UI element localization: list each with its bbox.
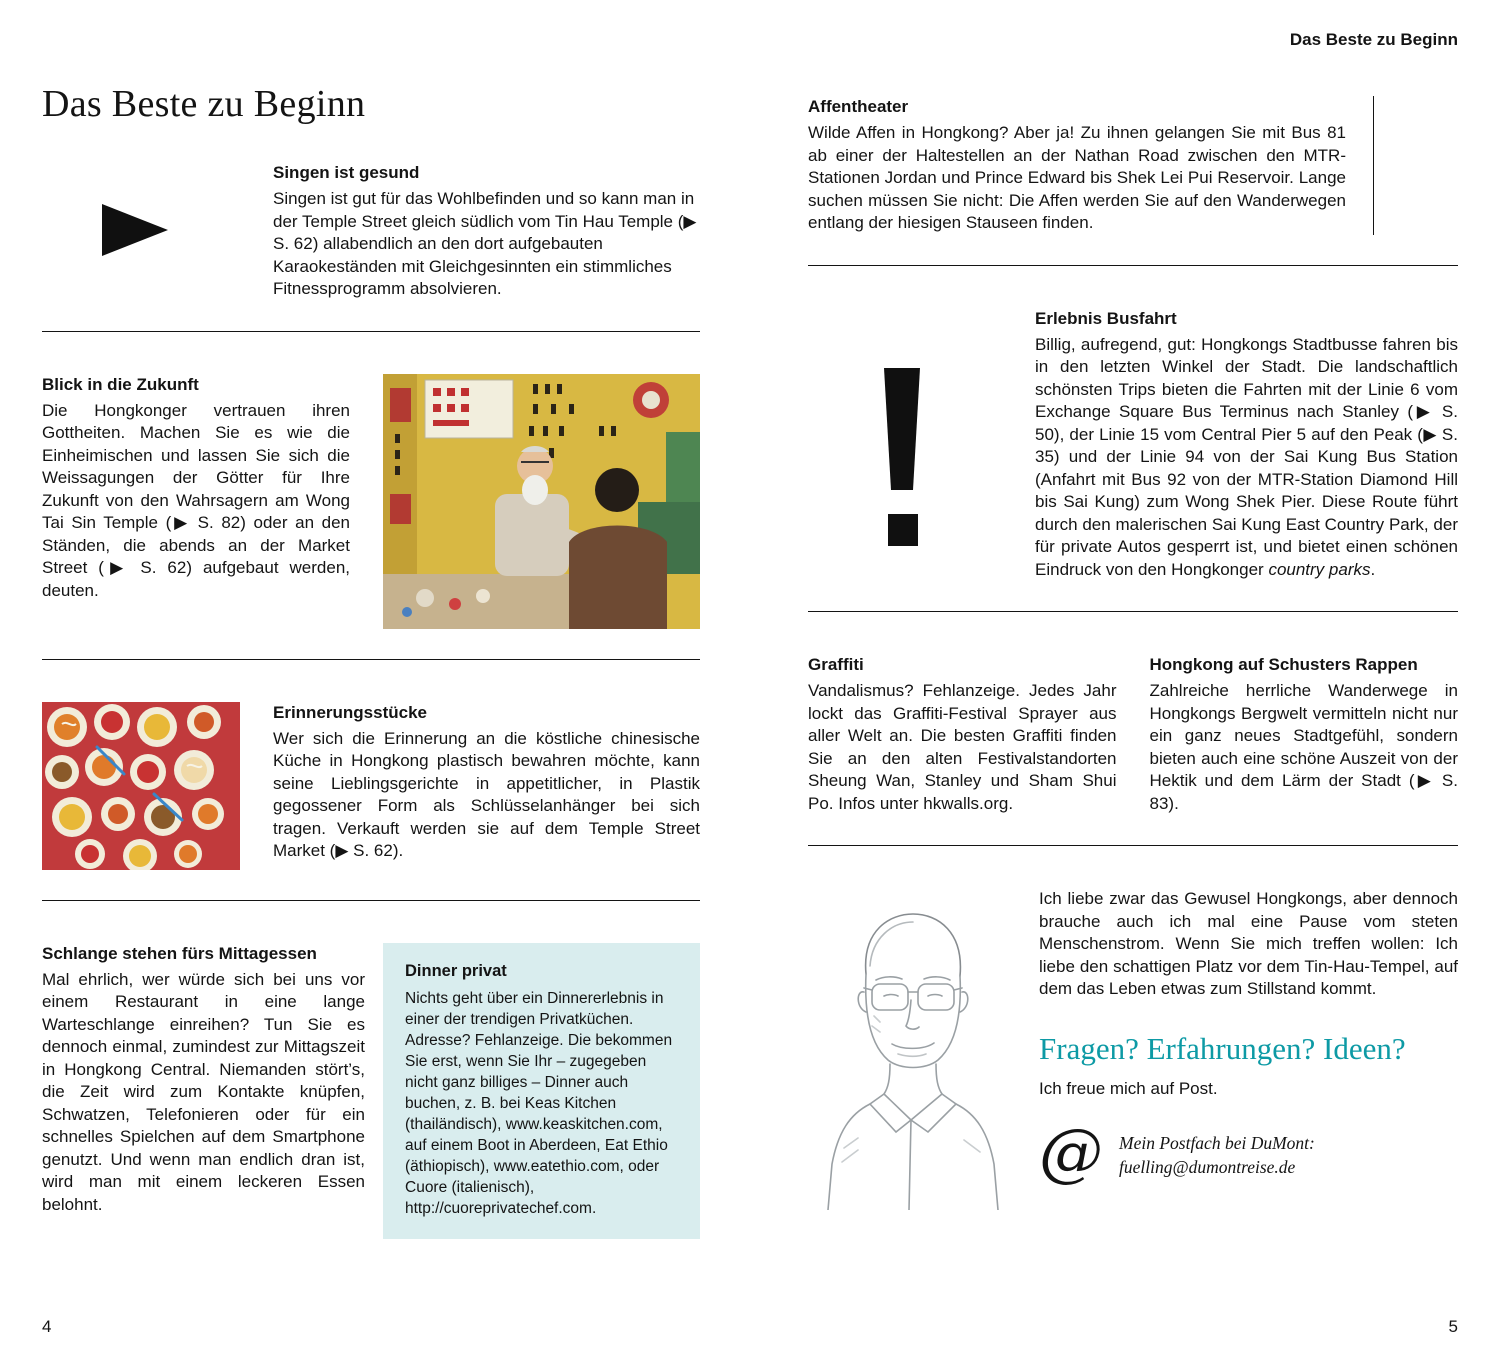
section-affentheater	[808, 96, 1374, 235]
section-body-affentheater: Wilde Affen in Hongkong? Aber ja! Zu ihnen gelangen Sie mit Bus 81 ab einer der Haltestellen an der Nathan Road zwischen den MTR-Stationen Jordan und Prince Edward bis Shek Lei Pui Reservoir. Lange suchen müssen Sie nicht: Die Affen werden Sie auf den Wanderwegen entlang der hiesigen Stauseen finden.	[808, 123, 1346, 233]
page-left	[42, 0, 700, 1357]
page-right	[808, 0, 1458, 1357]
page-number-left: 4	[42, 1317, 52, 1336]
divider	[42, 659, 700, 660]
photo-food-keychains	[42, 702, 240, 870]
cta-heading: Fragen? Erfahrungen? Ideen?	[1039, 1030, 1406, 1066]
contact-block	[1039, 1115, 1458, 1190]
cta-subline: Ich freue mich auf Post.	[1039, 1078, 1218, 1098]
section-busfahrt	[808, 308, 1458, 582]
section-erinnerung-text	[273, 702, 700, 863]
fortune-teller-illustration	[383, 374, 700, 629]
section-body-singen: Singen ist gut für das Wohlbefinden und so kann man in der Temple Street gleich südlich vom Tin Hau Temple (▶ S. 62) allabendlich an den dort aufgebauten Karaokeständen mit Gleichgesinnten ein stimmliches Fitnessprogramm absolvieren.	[273, 189, 697, 299]
section-graffiti-wandern	[808, 654, 1458, 815]
page-number-right: 5	[1448, 1317, 1458, 1336]
author-sketch-illustration	[814, 888, 1011, 1210]
marker-column	[808, 308, 1035, 582]
section-heading-blick: Blick in die Zukunft	[42, 374, 199, 394]
section-body-graffiti: Vandalismus? Fehlanzeige. Jedes Jahr lockt das Graffiti-Festival Sprayer aus aller Welt an. Die besten Graffiti finden Sie an den alten Festivalstandorten Sheung Wan, Stanley und Sham Shui Po. Infos unter hkwalls.org.	[808, 681, 1117, 813]
divider	[808, 845, 1458, 846]
at-sign-icon: @	[1039, 1115, 1103, 1190]
author-portrait-sketch	[814, 888, 1011, 1215]
photo-fortune-teller	[383, 374, 700, 629]
busfahrt-body-italic: country parks	[1268, 559, 1371, 579]
contact-address	[1119, 1123, 1315, 1180]
divider	[808, 265, 1458, 266]
section-schlange	[42, 943, 700, 1239]
food-bowls-illustration	[42, 702, 240, 870]
contact-line-1: Mein Postfach bei DuMont:	[1119, 1132, 1315, 1153]
section-author-text	[1039, 888, 1458, 1190]
divider	[42, 331, 700, 332]
section-body-busfahrt	[1035, 334, 1458, 582]
play-triangle-icon	[102, 204, 168, 256]
section-blick-text	[42, 374, 350, 629]
section-singen	[42, 162, 700, 301]
section-author	[808, 888, 1458, 1215]
dinner-box-heading: Dinner privat	[405, 961, 507, 980]
dinner-privat-box	[383, 943, 700, 1239]
section-busfahrt-text	[1035, 308, 1458, 582]
exclamation-icon	[882, 368, 922, 546]
section-heading-schlange: Schlange stehen fürs Mittagessen	[42, 943, 317, 963]
divider	[42, 900, 700, 901]
section-blick	[42, 374, 700, 629]
section-heading-busfahrt: Erlebnis Busfahrt	[1035, 308, 1177, 328]
busfahrt-body-end: .	[1370, 559, 1376, 579]
busfahrt-body-main: Billig, aufregend, gut: Hongkongs Stadtbusse fahren bis in den letzten Winkel der Stadt. Die landschaftlich schönsten Trips bieten die Fahrten mit der Linie 6 vom Exchange Square Bus Terminus nach Stanley (▶ S. 50), der Linie 15 vom Central Pier 5 auf den Peak (▶ S. 35) und der Linie 94 von der Sai Kung Bus Station (Anfahrt mit Bus 92 von der MTR-Station Diamond Hill bis Sai Kung) zum Wong Shek Pier. Diese Route führt durch den malerischen Sai Kung East Country Park, der für private Autos gesperrt ist, und bietet einen schönen Eindruck von den Hongkonger	[1035, 334, 1458, 579]
section-schlange-text	[42, 943, 365, 1217]
section-heading-erinnerung: Erinnerungsstücke	[273, 702, 427, 722]
section-heading-affentheater: Affentheater	[808, 97, 909, 116]
section-heading-wandern: Hongkong auf Schusters Rappen	[1149, 655, 1418, 675]
section-wandern	[1150, 654, 1459, 815]
section-heading-singen: Singen ist gesund	[273, 163, 420, 182]
dinner-box-body: Nichts geht über ein Dinnererlebnis in einer der trendigen Privatküchen. Adresse? Fehlanzeige. Die bekommen Sie erst, wenn Sie Ihr – zugegeben nicht ganz billiges – Dinner auch buchen, z. B. bei Keas Kitchen (thailändisch), www.keaskitchen.com, auf einem Boot in Aberdeen, Eat Ethio (äthiopisch), www.eatethio.com, oder Cuore (italienisch), http://cuoreprivatechef.com.	[405, 990, 673, 1218]
running-header: Das Beste zu Beginn	[1289, 30, 1458, 49]
section-singen-text	[273, 162, 700, 301]
author-statement: Ich liebe zwar das Gewusel Hongkongs, aber dennoch brauche auch ich mal eine Pause vom steten Menschenstrom. Wenn Sie mich treffen wollen: Ich liebe den schattigen Platz vor dem Tin-Hau-Tempel, auf dem das Leben etwas zum Stillstand kommt.	[1039, 889, 1458, 999]
section-body-erinnerung: Wer sich die Erinnerung an die köstliche chinesische Küche in Hongkong plastisch bewahren möchte, kann seine Lieblingsgerichte in appetitlicher, in Plastik gegossener Form als Schlüsselanhänger bei sich tragen. Verkauft werden sie auf dem Temple Street Market (▶ S. 62).	[273, 728, 700, 861]
divider	[808, 611, 1458, 612]
section-erinnerung	[42, 702, 700, 870]
section-body-blick: Die Hongkonger vertrauen ihren Gottheiten. Machen Sie es wie die Einheimischen und lassen Sie sich die Weissagungen der Götter für Ihre Zukunft von den Wahrsagern am Wong Tai Sin Temple (▶ S. 82) oder an den Ständen, die abends an der Market Street (▶ S. 62) aufgebaut werden, deuten.	[42, 400, 350, 600]
contact-line-2: fuelling@dumontreise.de	[1119, 1157, 1296, 1178]
section-body-wandern: Zahlreiche herrliche Wanderwege in Hongkongs Bergwelt vermitteln nicht nur ein ganz neues Stadtgefühl, sondern bieten auch eine schöne Auszeit von der Hektik und dem Lärm der Stadt (▶ S. 83).	[1149, 681, 1458, 813]
section-body-schlange: Mal ehrlich, wer würde sich bei uns vor einem Restaurant in eine lange Warteschlange einreihen? Tun Sie es dennoch einmal, zumindest zur Mittagszeit in Hongkong Central. Niemanden stört’s, die Zeit wird zum Kontakte knüpfen, Schwatzen, Telefonieren oder für ein schnelles Spielchen auf dem Smartphone genutzt. Und wenn man endlich dran ist, wird man mit einem leckeren Essen belohnt.	[42, 969, 365, 1214]
section-heading-graffiti: Graffiti	[808, 655, 864, 675]
marker-column	[42, 162, 273, 301]
section-graffiti	[808, 654, 1117, 815]
page-title: Das Beste zu Beginn	[42, 83, 366, 125]
